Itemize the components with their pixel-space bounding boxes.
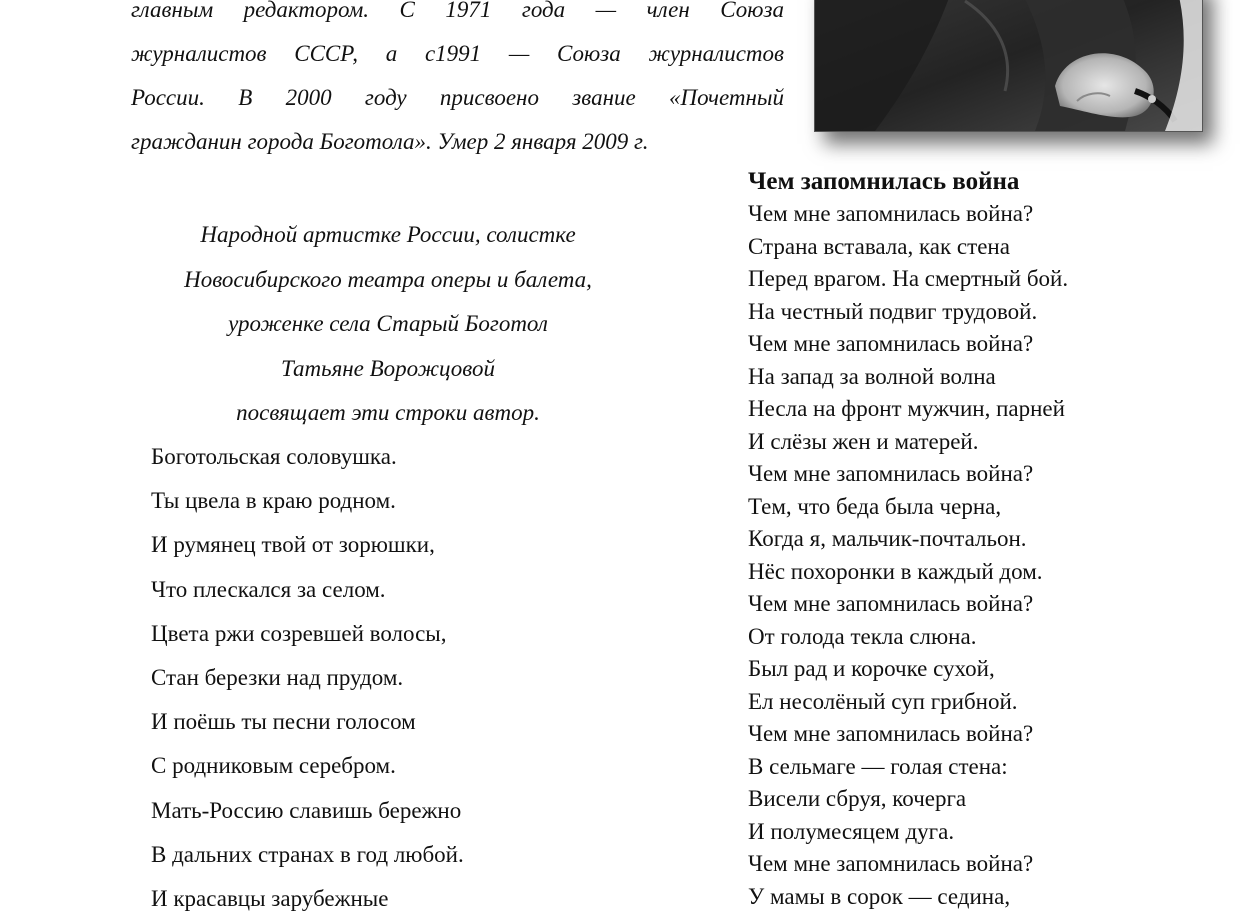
poem-line: В сельмаге — голая стена: (748, 753, 1008, 779)
poem-line: И поёшь ты песни голосом (151, 709, 416, 735)
poem-line: От голода текла слюна. (748, 623, 977, 649)
poem-line: Мать-Россию славишь бережно (151, 797, 462, 823)
poem-title: Чем запомнилась война (748, 168, 1020, 195)
poem-line: Когда я, мальчик-почтальон. (748, 526, 1027, 551)
poem-line: Чем мне запомнилась война? (748, 591, 1034, 616)
poem-line: Чем мне запомнилась война? (748, 721, 1034, 746)
poem-line: И красавцы зарубежные (151, 885, 389, 911)
dedication-line: Новосибирского театра оперы и балета, (184, 266, 592, 292)
poem-line: Чем мне запомнилась война? (748, 851, 1034, 876)
poem-line: Нёс похоронки в каждый дом. (748, 558, 1043, 584)
poem-line: Несла на фронт мужчин, парней (748, 396, 1065, 421)
poem-line: Чем мне запомнилась война? (748, 201, 1034, 226)
poem-line: В дальних странах в год любой. (151, 841, 464, 867)
bio-line: главным редактором. С 1971 года — член Союза (131, 0, 784, 22)
poem-left (151, 435, 464, 921)
poem-right (748, 166, 1068, 913)
poem-line: С родниковым серебром. (151, 753, 396, 779)
biography-paragraph (131, 0, 784, 164)
poem-line: Чем мне запомнилась война? (748, 461, 1034, 486)
portrait-photo (814, 0, 1203, 132)
poem-line: Был рад и корочке сухой, (748, 656, 995, 681)
poem-line: На запад за волной волна (748, 363, 996, 389)
bio-line: России. В 2000 году присвоено звание «Почетный (131, 85, 784, 110)
poem-line: Тем, что беда была черна, (748, 493, 1002, 519)
dedication-line: Татьяне Ворожцовой (281, 355, 495, 381)
dedication-line: уроженке села Старый Боготол (228, 311, 548, 336)
poem-line: И слёзы жен и матерей. (748, 428, 979, 454)
poem-line: Ты цвела в краю родном. (151, 488, 396, 514)
poem-line: Ел несолёный суп грибной. (748, 688, 1018, 714)
poem-line: Стан березки над прудом. (151, 664, 404, 690)
poem-line: Чем мне запомнилась война? (748, 331, 1034, 356)
poem-line: На честный подвиг трудовой. (748, 298, 1038, 324)
poem-line: У мамы в сорок — седина, (748, 883, 1011, 909)
poem-line: Что плескался за селом. (151, 576, 386, 602)
poem-line: Перед врагом. На смертный бой. (748, 266, 1069, 291)
poem-line: Страна вставала, как стена (748, 233, 1010, 259)
poem-line: И румянец твой от зорюшки, (151, 532, 435, 558)
poem-line: Цвета ржи созревшей волосы, (151, 620, 447, 646)
portrait-photo-icon (815, 0, 1202, 131)
dedication (140, 213, 636, 436)
bio-line: гражданин города Боготола». Умер 2 января 2009 г. (131, 129, 649, 154)
poem-line: Висели сбруя, кочерга (748, 786, 967, 811)
poem-line: Боготольская соловушка. (151, 444, 397, 469)
poem-line: И полумесяцем дуга. (748, 818, 955, 844)
dedication-line: Народной артистке России, солистке (200, 222, 576, 247)
bio-line: журналистов СССР, а с1991 — Союза журналистов (131, 41, 784, 66)
dedication-line: посвящает эти строки автор. (236, 400, 540, 425)
